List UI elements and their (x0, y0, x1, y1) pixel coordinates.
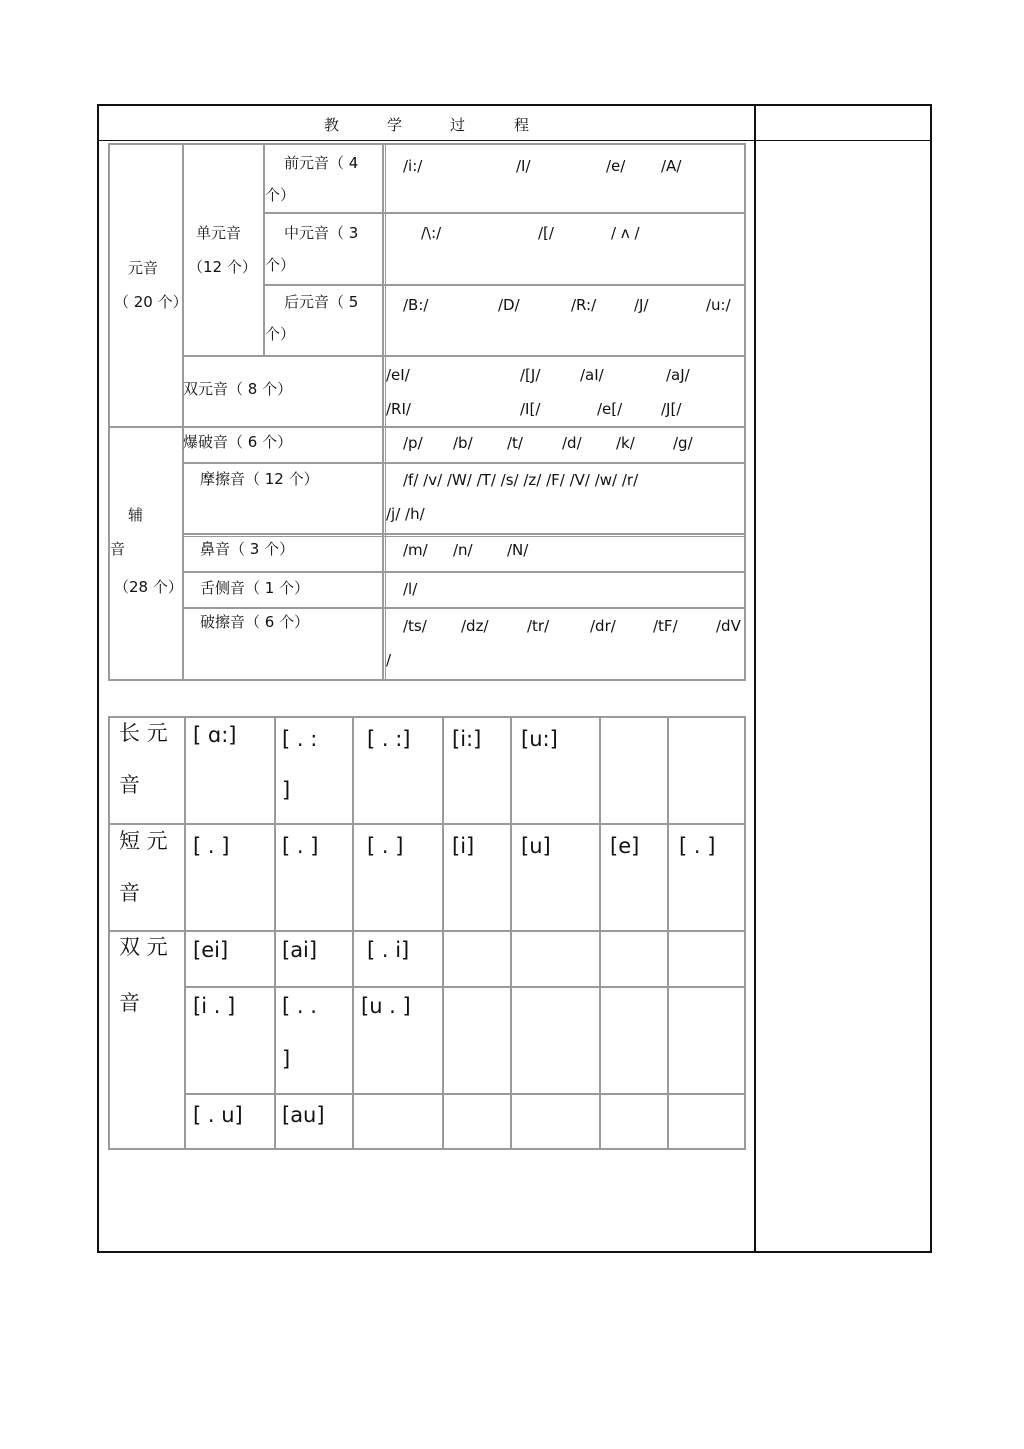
title-char: 程 (514, 116, 530, 134)
ipa-symbol: [ . . (282, 994, 317, 1018)
ipa-symbol: [i] (452, 834, 475, 858)
ipa-symbol: ] (282, 1047, 291, 1071)
row-label: 双 元 (119, 935, 168, 959)
phoneme-symbol: /m/ (403, 541, 428, 559)
consonant-category-label-2: 音 (110, 540, 126, 558)
phoneme-symbol: /b/ (453, 434, 473, 452)
title-char: 学 (387, 116, 403, 134)
phoneme-symbol: /d/ (562, 434, 582, 452)
phoneme-symbol: /A/ (661, 157, 682, 175)
phoneme-symbol: /f/ /v/ /W/ /T/ /s/ /z/ /F/ /V/ /w/ /r/ (403, 471, 639, 489)
phoneme-symbol: /I[/ (520, 400, 541, 418)
phoneme-symbol: /N/ (507, 541, 529, 559)
lateral-label: 舌侧音（ 1 个） (200, 579, 310, 597)
phoneme-symbol: /I/ (516, 157, 531, 175)
front-vowel-label: 前元音（ 4 (284, 154, 359, 172)
phoneme-symbol: /ts/ (403, 617, 427, 635)
central-vowel-label-2: 个） (265, 256, 296, 274)
phoneme-symbol: /k/ (616, 434, 635, 452)
ipa-symbol: [ ɑ:] (193, 723, 237, 747)
monophthong-label: 单元音 (196, 224, 242, 242)
ipa-symbol: [ . : (282, 727, 318, 751)
phoneme-symbol: /[/ (538, 224, 554, 242)
affricate-label: 破擦音（ 6 个） (200, 613, 310, 631)
phoneme-symbol: / ʌ / (611, 224, 640, 242)
ipa-symbol: [ . ] (367, 834, 404, 858)
phoneme-symbol: /e[/ (597, 400, 623, 418)
title-char: 教 (324, 116, 340, 134)
phoneme-symbol: /i:/ (403, 157, 423, 175)
phoneme-symbol: /p/ (403, 434, 423, 452)
plosive-label: 爆破音（ 6 个） (183, 433, 293, 451)
monophthong-count: （12 个） (188, 258, 257, 276)
phoneme-symbol: /RI/ (386, 400, 411, 418)
phoneme-symbol: /tF/ (653, 617, 678, 635)
vowel-category-count: （ 20 个） (114, 293, 188, 311)
phoneme-symbol: /tr/ (527, 617, 550, 635)
ipa-symbol: [u:] (521, 727, 558, 751)
ipa-symbol: [ . u] (193, 1103, 243, 1127)
consonant-category-label: 辅 (128, 506, 144, 524)
row-label: 音 (119, 773, 140, 797)
title-char: 过 (450, 116, 466, 134)
phoneme-symbol: /eI/ (386, 366, 410, 384)
ipa-symbol: [ . i] (367, 938, 410, 962)
ipa-symbol: [ai] (282, 938, 318, 962)
front-vowel-label-2: 个） (265, 186, 296, 204)
back-vowel-label: 后元音（ 5 (284, 293, 359, 311)
phoneme-symbol: /t/ (507, 434, 523, 452)
phoneme-symbol: / (386, 651, 392, 669)
phoneme-symbol: /J/ (634, 296, 649, 314)
nasal-label: 鼻音（ 3 个） (200, 540, 295, 558)
row-label: 音 (119, 881, 140, 905)
phoneme-symbol: /\:/ (421, 224, 442, 242)
phoneme-symbol: /g/ (673, 434, 693, 452)
vowel-category-label: 元音 (128, 259, 159, 277)
fricative-label: 摩擦音（ 12 个） (200, 470, 319, 488)
ipa-symbol: [e] (610, 834, 640, 858)
ipa-symbol: [ . ] (282, 834, 319, 858)
ipa-symbol: [u . ] (361, 994, 411, 1018)
ipa-symbol: [u] (521, 834, 551, 858)
diphthong-label: 双元音（ 8 个） (183, 380, 293, 398)
phoneme-symbol: /J[/ (661, 400, 682, 418)
ipa-symbol: [au] (282, 1103, 325, 1127)
row-label: 短 元 (119, 829, 168, 853)
central-vowel-label: 中元音（ 3 (284, 224, 359, 242)
phoneme-symbol: /u:/ (706, 296, 731, 314)
phoneme-symbol: /e/ (606, 157, 626, 175)
phoneme-symbol: /l/ (403, 580, 418, 598)
ipa-symbol: [ei] (193, 938, 229, 962)
phoneme-symbol: /j/ /h/ (386, 505, 425, 523)
ipa-symbol: [i:] (452, 727, 482, 751)
ipa-symbol: ] (282, 778, 291, 802)
phoneme-symbol: /R:/ (571, 296, 597, 314)
phoneme-symbol: /aJ/ (666, 366, 690, 384)
phoneme-symbol: /n/ (453, 541, 473, 559)
phoneme-symbol: /dr/ (590, 617, 616, 635)
ipa-symbol: [ . ] (679, 834, 716, 858)
phoneme-symbol: /dV (716, 617, 741, 635)
row-label: 音 (119, 991, 140, 1015)
phoneme-symbol: /[J/ (520, 366, 541, 384)
consonant-category-count: （28 个） (114, 578, 183, 596)
ipa-symbol: [i . ] (193, 994, 236, 1018)
phoneme-symbol: /B:/ (403, 296, 429, 314)
phoneme-symbol: /aI/ (580, 366, 604, 384)
ipa-symbol: [ . :] (367, 727, 411, 751)
ipa-symbol: [ . ] (193, 834, 230, 858)
phoneme-symbol: /dz/ (461, 617, 489, 635)
back-vowel-label-2: 个） (265, 325, 296, 343)
phoneme-symbol: /D/ (498, 296, 520, 314)
row-label: 长 元 (119, 721, 168, 745)
